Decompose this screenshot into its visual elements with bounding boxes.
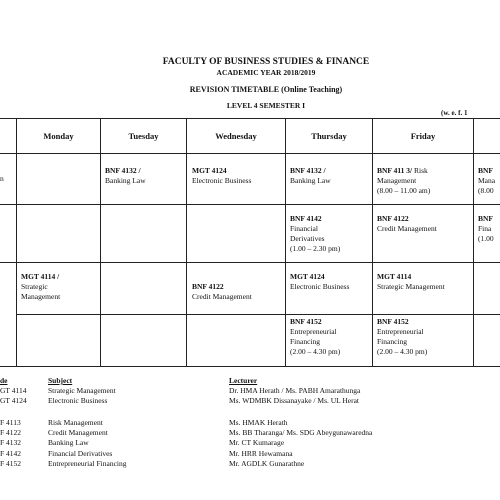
legend-lecturer: Ms. WDMBK Dissanayake / Ms. UL Herat [229,396,359,405]
course-name-cont: Financing [290,337,320,346]
legend-subject: Financial Derivatives [48,449,113,458]
course-time: (2.00 – 4.30 pm) [377,347,428,356]
course-time: (8.00 – 11.00 am) [377,186,431,195]
course-name: Credit Management [192,292,252,301]
cell-thu-r4 [290,317,340,357]
cell-sat-r2 [478,214,494,244]
legend-subject: Entrepreneurial Financing [48,459,127,468]
course-name: Fina [478,224,492,233]
course-code: BNF 4152 [377,317,409,326]
row-time-label: n [0,174,4,183]
legend-code: F 4152 [0,459,22,468]
legend-code: F 4142 [0,449,22,458]
course-code: BNF 4152 [290,317,322,326]
cell-fri-r4 [377,317,427,357]
legend-subject: Risk Management [48,418,103,427]
course-name: Financial [290,224,318,233]
course-code: MGT 4114 / [21,272,60,281]
legend-lecturer: Mr. HRR Hewamana [229,449,293,458]
legend-subject: Banking Law [48,438,89,447]
course-name: Risk [414,166,428,175]
course-name: Electronic Business [290,282,350,291]
course-code: BNF [478,166,493,175]
course-code: MGT 4124 [192,166,227,175]
legend-subject-header: Subject [48,376,73,385]
cell-thu-r1 [290,166,331,186]
legend-subject: Strategic Management [48,386,116,395]
course-time: (1.00 [478,234,494,243]
course-code: BNF 4122 [377,214,409,223]
cell-fri-r2 [377,214,437,234]
course-name: Entrepreneurial [290,327,337,336]
cell-fri-r1 [377,166,430,196]
day-header-thursday: Thursday [311,131,347,141]
course-time: (2.00 – 4.30 pm) [290,347,341,356]
course-code: BNF 4122 [192,282,224,291]
course-name: Electronic Business [192,176,252,185]
course-name: Entrepreneurial [377,327,424,336]
course-name-cont: Financing [377,337,407,346]
course-code: MGT 4114 [377,272,412,281]
legend-code: F 4113 [0,418,21,427]
course-name: Credit Management [377,224,437,233]
course-time: (1.00 – 2.30 pm) [290,244,341,253]
legend-code: GT 4124 [0,396,27,405]
cell-tue-r1 [105,166,146,186]
level-semester: LEVEL 4 SEMESTER I [226,101,306,110]
legend-lecturer: Mr. CT Kumarage [229,438,285,447]
course-code: BNF 4132 / [105,166,141,175]
day-header-wednesday: Wednesday [215,131,257,141]
effective-date: (w. e. f. 1 [441,109,468,117]
course-name: Banking Law [105,176,146,185]
cell-thu-r2 [290,214,340,254]
legend-lecturer: Mr. AGDLK Gunarathne [229,459,305,468]
legend-subject: Electronic Business [48,396,108,405]
timetable-title: REVISION TIMETABLE (Online Teaching) [189,85,343,94]
legend-lecturer: Dr. HMA Herath / Ms. PABH Amarathunga [229,386,361,395]
course-name: Banking Law [290,176,331,185]
legend-lecturer-header: Lecturer [229,376,258,385]
legend-code: F 4132 [0,438,22,447]
cell-sat-r1 [478,166,495,196]
course-name-cont: Management [21,292,61,301]
day-header-monday: Monday [43,131,74,141]
legend-code: GT 4114 [0,386,27,395]
course-name-cont: Derivatives [290,234,325,243]
course-code: MGT 4124 [290,272,325,281]
cell-thu-r3 [290,272,349,292]
course-code: BNF [478,214,493,223]
faculty-title: FACULTY OF BUSINESS STUDIES & FINANCE [162,57,370,67]
course-name-cont: Management [377,176,417,185]
day-header-tuesday: Tuesday [128,131,159,141]
course-code: BNF 411 3/ [377,166,413,175]
legend-lecturer: Ms. HMAK Herath [229,418,288,427]
legend-code: F 4122 [0,428,22,437]
cell-wed-r3 [192,282,252,302]
cell-fri-r3 [377,272,445,292]
course-time: (8.00 [478,186,494,195]
academic-year: ACADEMIC YEAR 2018/2019 [216,68,316,77]
legend-subject: Credit Management [48,428,108,437]
course-code: BNF 4142 [290,214,322,223]
legend-code-header: de [0,376,8,385]
legend-lecturer: Ms. BB Tharanga/ Ms. SDG Abeygunawaredna [229,428,373,437]
course-code: BNF 4132 / [290,166,326,175]
course-name: Strategic [21,282,48,291]
course-name: Mana [478,176,496,185]
day-header-friday: Friday [410,131,436,141]
course-name: Strategic Management [377,282,445,291]
cell-wed-r1 [192,166,251,186]
cell-mon-r3 [21,272,60,302]
